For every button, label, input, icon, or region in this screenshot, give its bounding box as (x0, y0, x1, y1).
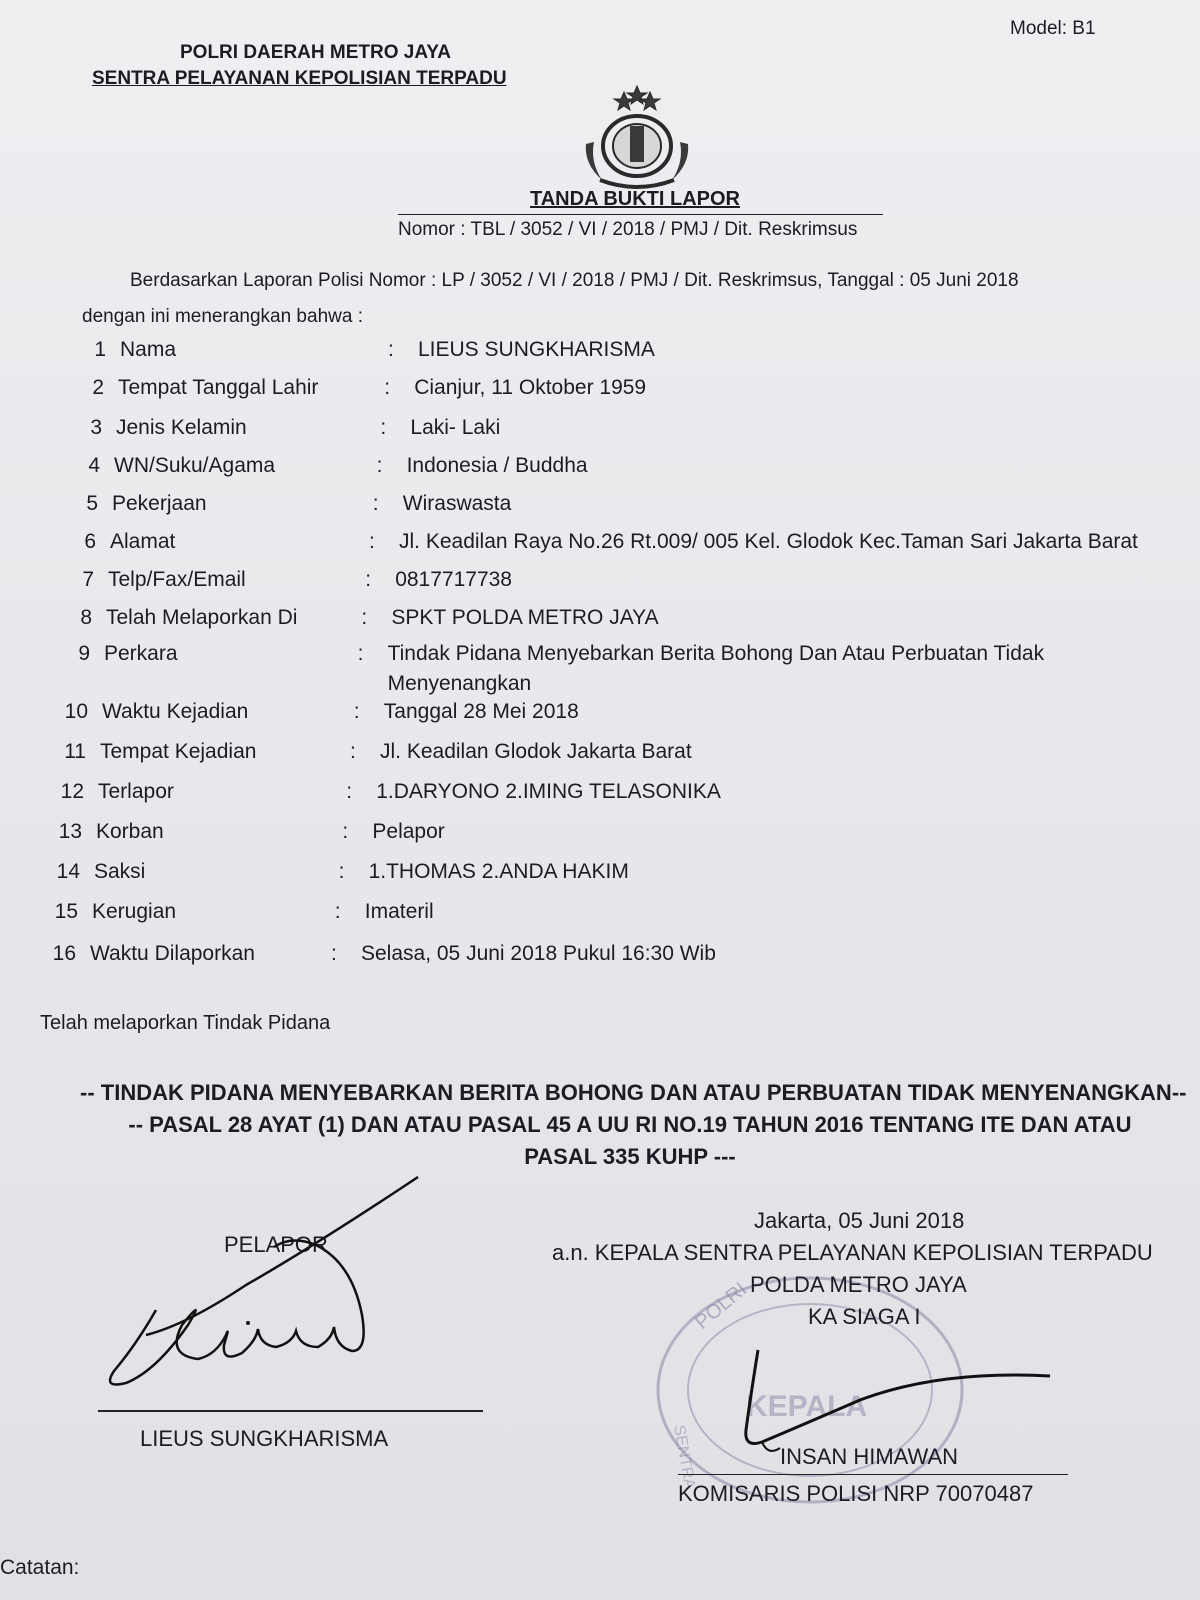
field-number: 9 (78, 642, 90, 665)
field-label: Alamat (110, 530, 176, 553)
field-label: Telp/Fax/Email (108, 568, 246, 591)
field-colon: : (372, 492, 379, 515)
intro-text: Berdasarkan Laporan Polisi Nomor : LP / 3052 / VI / 2018 / PMJ / Dit. Reskrimsus, Tanggal : 05 Juni 2018 (130, 270, 1019, 291)
field-value: Jl. Keadilan Raya No.26 Rt.009/ 005 Kel. Glodok Kec.Taman Sari Jakarta Barat (399, 530, 1138, 553)
field-colon: : (350, 740, 356, 763)
charge-line-2: -- PASAL 28 AYAT (1) DAN ATAU PASAL 45 A UU RI NO.19 TAHUN 2016 TENTANG ITE DAN ATAU (128, 1112, 1132, 1137)
field-number: 12 (60, 780, 84, 803)
field-colon: : (334, 900, 341, 923)
field-value: Selasa, 05 Juni 2018 Pukul 16:30 Wib (361, 942, 716, 965)
field-value: Tanggal 28 Mei 2018 (383, 700, 579, 723)
officer-unit: POLDA METRO JAYA (750, 1272, 967, 1297)
field-colon: : (380, 416, 387, 439)
field-value: LIEUS SUNGKHARISMA (418, 338, 655, 361)
field-value: Wiraswasta (402, 492, 512, 515)
field-label: Jenis Kelamin (116, 416, 247, 439)
field-value: Pelapor (372, 820, 445, 843)
field-colon: : (384, 376, 391, 399)
field-colon: : (388, 338, 394, 361)
field-label: Kerugian (92, 900, 177, 923)
field-value: 0817717738 (395, 568, 512, 591)
intro-text-2: dengan ini menerangkan bahwa : (82, 306, 363, 327)
officer-position: KA SIAGA I (808, 1304, 921, 1329)
field-label: Tempat Kejadian (100, 740, 257, 763)
officer-rank: KOMISARIS POLISI NRP 70070487 (678, 1474, 1068, 1507)
field-value-continued: Menyenangkan (387, 672, 532, 695)
field-value: Cianjur, 11 Oktober 1959 (414, 376, 647, 399)
stamp-center-text: KEPALA (746, 1390, 868, 1423)
field-colon: : (361, 606, 368, 629)
field-number: 6 (84, 530, 96, 553)
on-behalf-of: a.n. KEPALA SENTRA PELAYANAN KEPOLISIAN TERPADU (552, 1240, 1153, 1265)
document-title: TANDA BUKTI LAPOR (530, 188, 740, 210)
field-value: Jl. Keadilan Glodok Jakarta Barat (380, 740, 692, 763)
field-value: 1.THOMAS 2.ANDA HAKIM (368, 860, 629, 883)
field-number: 10 (64, 700, 88, 723)
field-colon: : (369, 530, 375, 553)
field-colon: : (353, 700, 360, 723)
reporter-name: LIEUS SUNGKHARISMA (140, 1426, 389, 1451)
field-number: 11 (64, 740, 86, 763)
field-label: Perkara (104, 642, 178, 665)
reporter-signature (96, 1175, 426, 1405)
field-label: Terlapor (98, 780, 174, 803)
field-value: SPKT POLDA METRO JAYA (391, 606, 659, 629)
field-label: Waktu Kejadian (102, 700, 249, 723)
model-code: Model: B1 (1010, 18, 1096, 39)
field-number: 1 (94, 338, 106, 361)
document-number: Nomor : TBL / 3052 / VI / 2018 / PMJ / Dit. Reskrimsus (398, 214, 883, 241)
field-label: Telah Melaporkan Di (106, 606, 298, 629)
charge-line-3: PASAL 335 KUHP --- (524, 1144, 736, 1169)
field-number: 2 (92, 376, 104, 399)
field-label: WN/Suku/Agama (114, 454, 276, 477)
institution-name: POLRI DAERAH METRO JAYA (180, 42, 451, 63)
officer-name: INSAN HIMAWAN (780, 1444, 959, 1469)
charge-line-1: -- TINDAK PIDANA MENYEBARKAN BERITA BOHONG DAN ATAU PERBUATAN TIDAK MENYENANGKAN-- (80, 1080, 1187, 1105)
institution-unit: SENTRA PELAYANAN KEPOLISIAN TERPADU (92, 68, 507, 89)
stamp-arc-text: POLRI (691, 1278, 752, 1334)
field-colon: : (342, 820, 349, 843)
field-number: 5 (86, 492, 98, 515)
field-label: Tempat Tanggal Lahir (118, 376, 319, 399)
reporter-signature-line (98, 1410, 483, 1412)
field-label: Waktu Dilaporkan (90, 942, 255, 965)
field-colon: : (365, 568, 372, 591)
field-value: Laki- Laki (410, 416, 501, 439)
field-number: 16 (52, 942, 76, 965)
field-colon: : (338, 860, 345, 883)
field-value: Imateril (364, 900, 434, 923)
reporter-label: PELAPOR (224, 1232, 328, 1257)
field-number: 7 (82, 568, 94, 591)
field-number: 15 (54, 900, 78, 923)
field-number: 4 (88, 454, 100, 477)
field-colon: : (376, 454, 383, 477)
field-number: 13 (58, 820, 82, 843)
field-number: 14 (56, 860, 80, 883)
field-label: Pekerjaan (112, 492, 207, 515)
field-label: Saksi (94, 860, 146, 883)
field-value: 1.DARYONO 2.IMING TELASONIKA (376, 780, 721, 803)
field-colon: : (357, 642, 364, 665)
field-colon: : (346, 780, 353, 803)
report-note: Telah melaporkan Tindak Pidana (40, 1012, 331, 1034)
field-label: Korban (96, 820, 164, 843)
field-label: Nama (120, 338, 177, 361)
stamp-side-text: SENTRA (670, 1423, 699, 1491)
field-value: Tindak Pidana Menyebarkan Berita Bohong Dan Atau Perbuatan Tidak (387, 642, 1045, 665)
field-value: Indonesia / Buddha (406, 454, 588, 477)
notes-label: Catatan: (0, 1556, 80, 1579)
field-number: 3 (90, 416, 102, 439)
signing-place-date: Jakarta, 05 Juni 2018 (754, 1208, 965, 1233)
field-number: 8 (80, 606, 92, 629)
field-colon: : (331, 942, 337, 965)
